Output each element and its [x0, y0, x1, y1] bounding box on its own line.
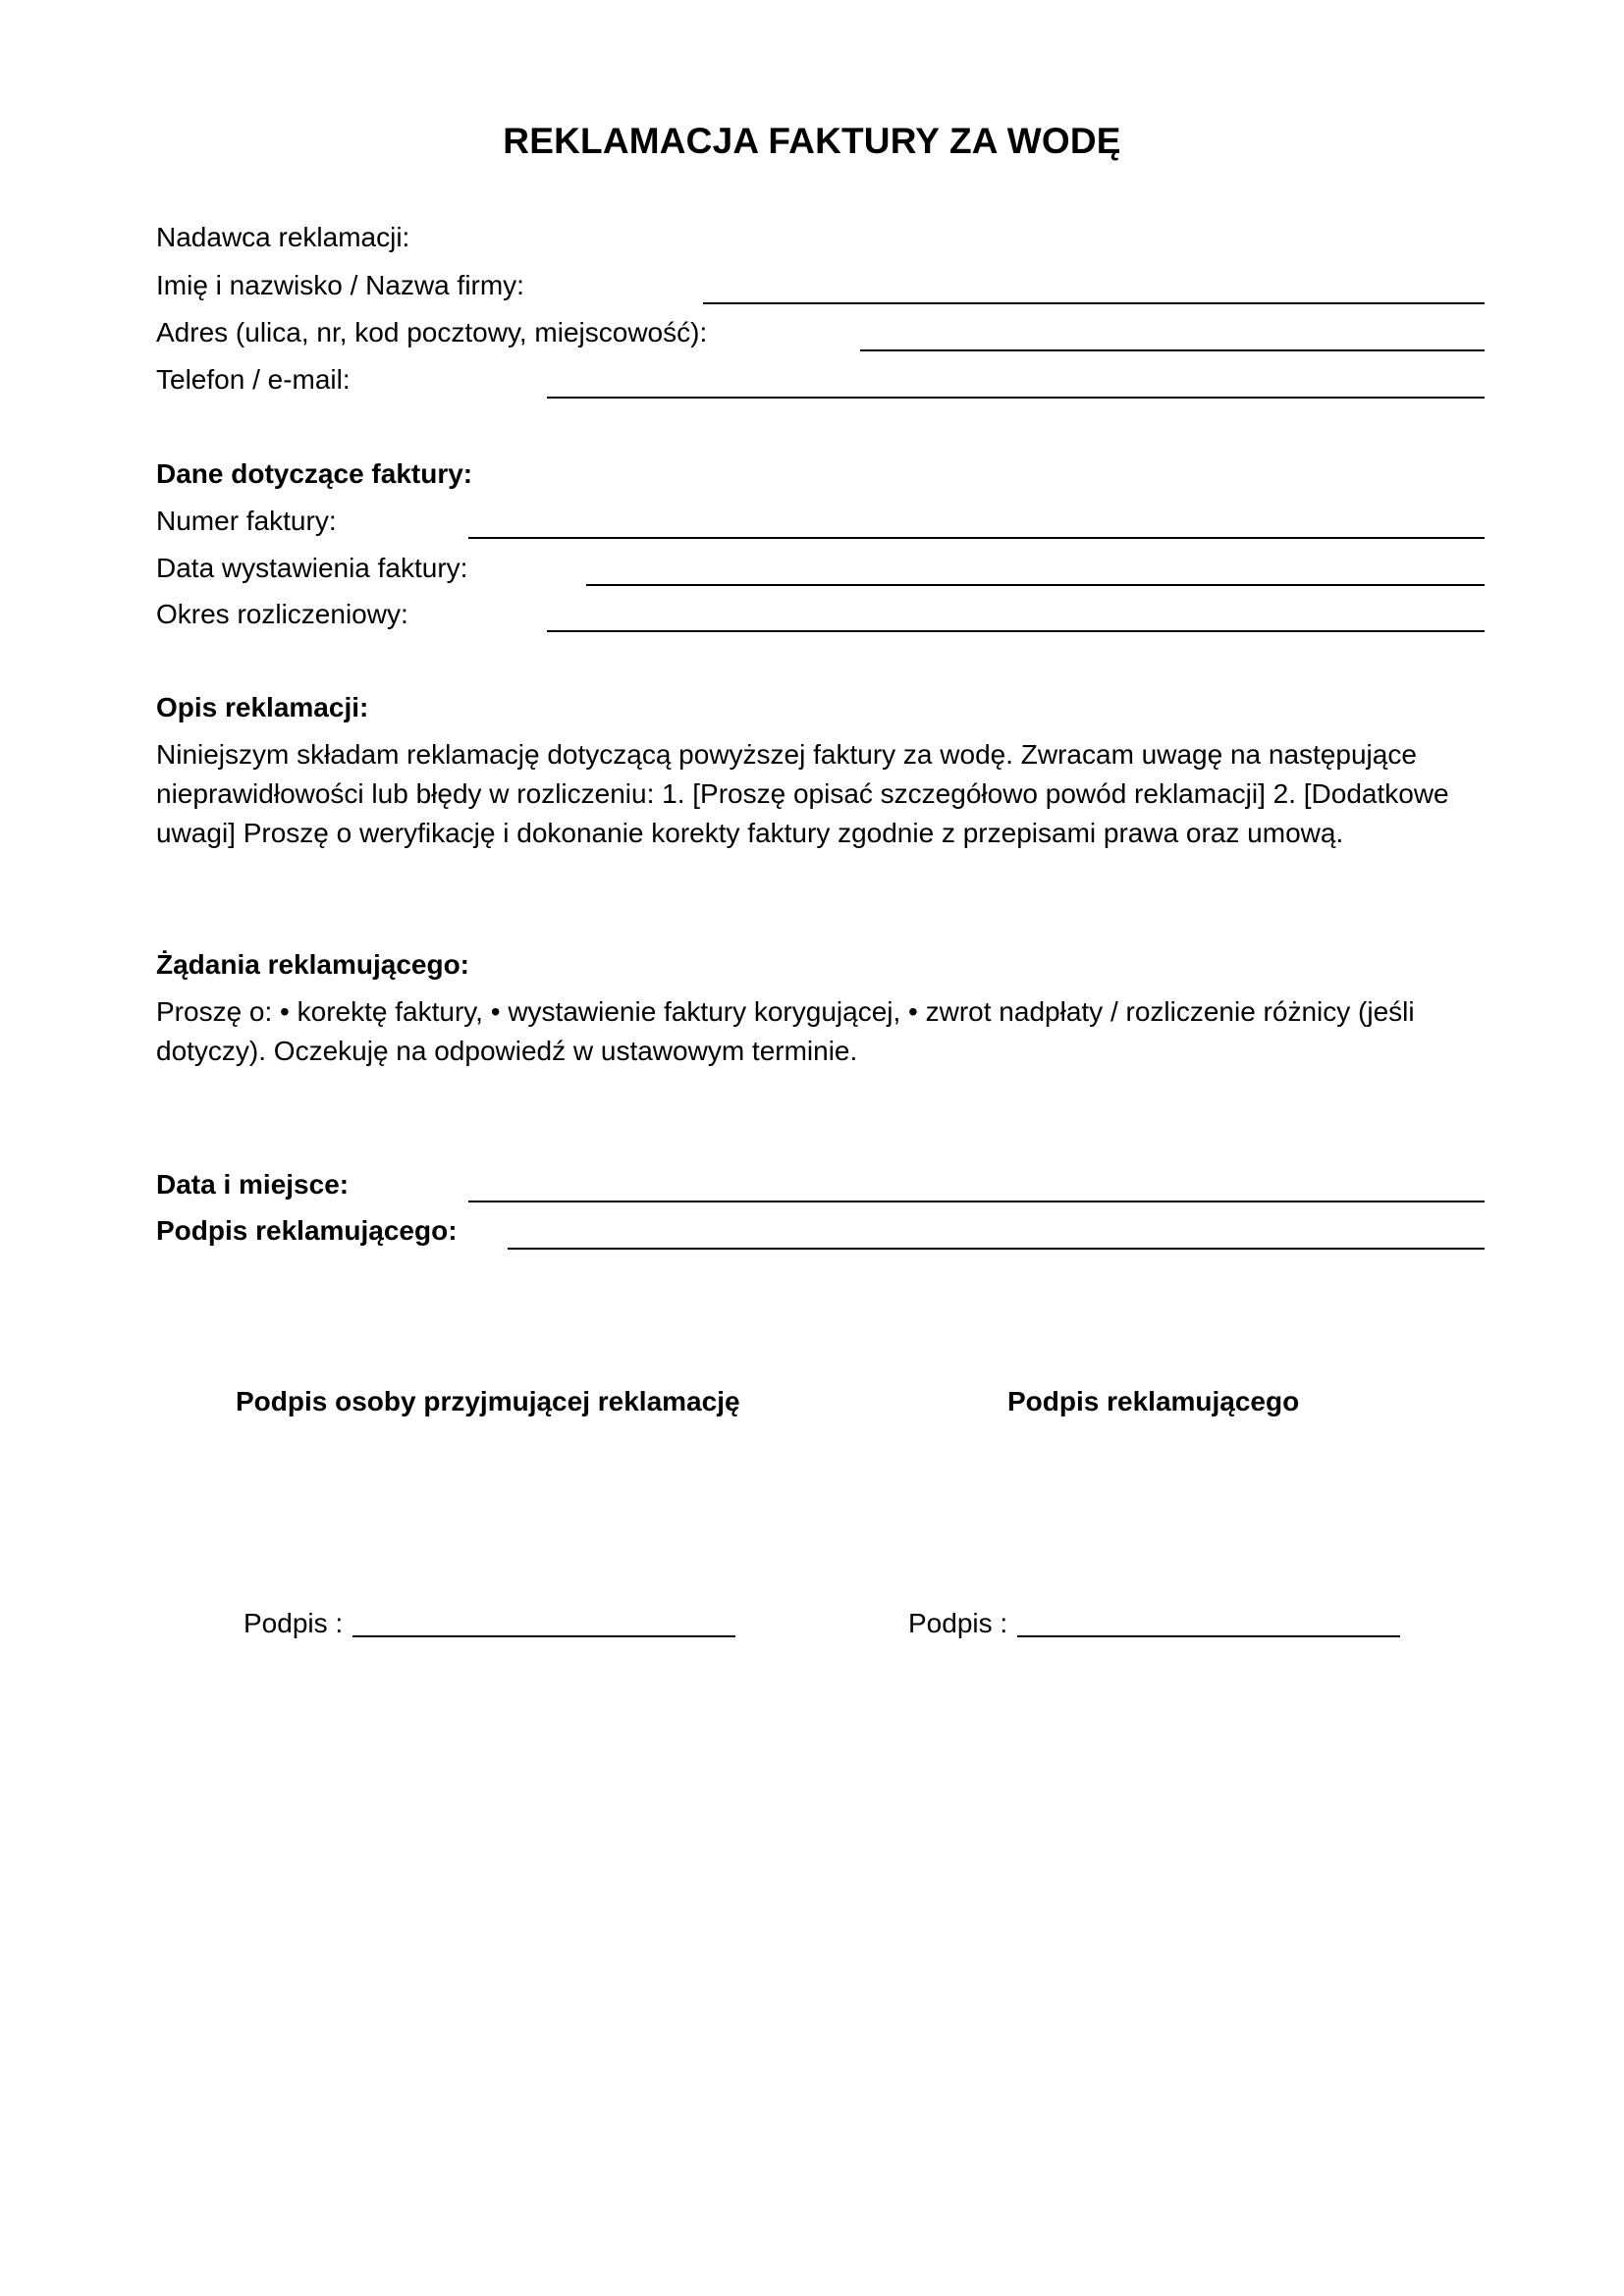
billing-period-field-line[interactable] — [547, 630, 1485, 632]
claimant-signature-heading: Podpis reklamującego — [1007, 1386, 1300, 1416]
date-place-label: Data i miejsce: — [156, 1169, 350, 1200]
closing-signature-label: Podpis reklamującego: — [156, 1215, 458, 1246]
closing-signature-field-line[interactable] — [508, 1248, 1485, 1250]
claimant-signature-line[interactable] — [1017, 1608, 1400, 1637]
address-label: Adres (ulica, nr, kod pocztowy, miejscowość): — [156, 317, 708, 347]
complaint-text: Niniejszym składam reklamację dotyczącą powyższej faktury za wodę. Zwracam uwagę na następujące nieprawidłowości lub błędy w rozliczeniu: 1. [Proszę opisać szczegółowo powód reklamacji] 2. [Dodatkowe uwagi] Proszę o weryfikację i dokonanie korekty faktury zgodnie z przepisami prawa oraz umową. — [156, 739, 1449, 848]
receiver-signature-line[interactable] — [352, 1608, 735, 1637]
name-label: Imię i nazwisko / Nazwa firmy: — [156, 270, 524, 300]
claimant-signature-row — [908, 1606, 1400, 1641]
receiver-signature-heading: Podpis osoby przyjmującej reklamację — [236, 1386, 740, 1416]
billing-period-label: Okres rozliczeniowy: — [156, 599, 408, 629]
complaint-heading: Opis reklamacji: — [156, 692, 369, 722]
invoice-heading: Dane dotyczące faktury: — [156, 458, 473, 489]
invoice-number-field-line[interactable] — [468, 537, 1485, 539]
receiver-signature-label: Podpis : — [244, 1608, 344, 1638]
name-field-line[interactable] — [703, 302, 1485, 304]
demands-text: Proszę o: • korektę faktury, • wystawienie faktury korygującej, • zwrot nadpłaty / rozliczenie różnicy (jeśli dotyczy). Oczekuję na odpowiedź w ustawowym terminie. — [156, 996, 1415, 1066]
date-place-field-line[interactable] — [468, 1201, 1485, 1202]
document-title: REKLAMACJA FAKTURY ZA WODĘ — [503, 121, 1121, 161]
contact-label: Telefon / e-mail: — [156, 364, 351, 395]
invoice-number-label: Numer faktury: — [156, 506, 337, 536]
contact-field-line[interactable] — [547, 397, 1485, 399]
claimant-signature-label: Podpis : — [908, 1608, 1008, 1638]
address-field-line[interactable] — [860, 349, 1485, 351]
invoice-date-field-line[interactable] — [586, 584, 1485, 586]
sender-heading: Nadawca reklamacji: — [156, 222, 410, 252]
demands-heading: Żądania reklamującego: — [156, 949, 470, 980]
receiver-signature-row — [244, 1606, 735, 1641]
invoice-date-label: Data wystawienia faktury: — [156, 553, 468, 583]
